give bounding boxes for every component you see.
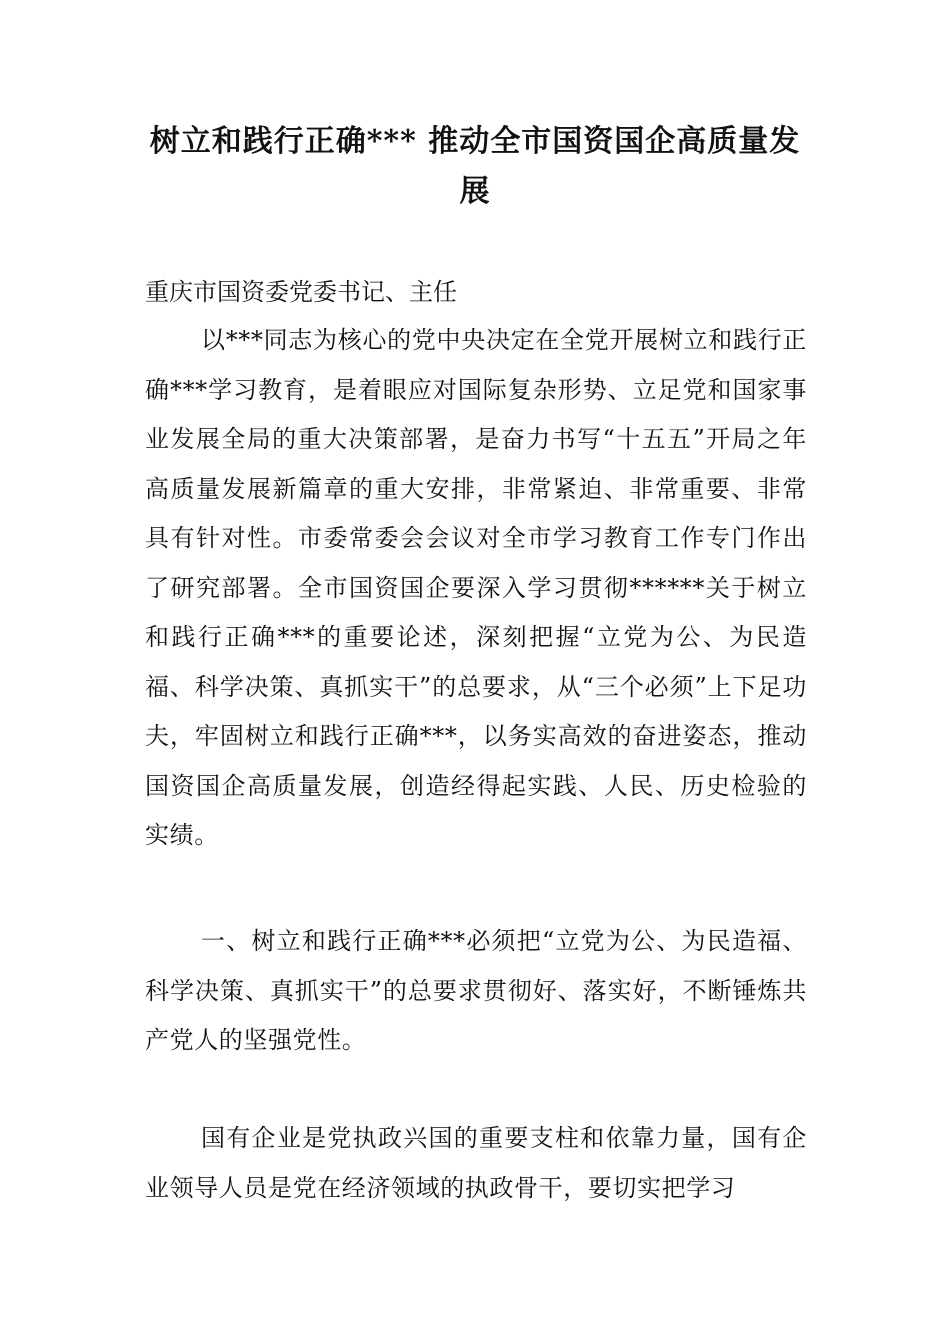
author-line: 重庆市国资委党委书记、主任 bbox=[145, 278, 457, 306]
section-heading-paragraph: 一、树立和践行正确***必须把“立党为公、为民造福、科学决策、真抓实干”的总要求贯彻好、落实好，不断锤炼共产党人的坚强党性。 bbox=[145, 927, 807, 1054]
body-paragraph-1: 以***同志为核心的党中央决定在全党开展树立和践行正确***学习教育，是着眼应对国际复杂形势、立足党和国家事业发展全局的重大决策部署，是奋力书写“十五五”开局之年高质量发展新篇章的重大安排，非常紧迫、非常重要、非常具有针对性。市委常委会会议对全市学习教育工作专门作出了研究部署。全市国资国企要深入学习贯彻******关于树立和践行正确***的重要论述，深刻把握“立党为公、为民造福、科学决策、真抓实干”的总要求，从“三个必须”上下足功夫，牢固树立和践行正确***，以务实高效的奋进姿态，推动国资国企高质量发展，创造经得起实践、人民、历史检验的实绩。 bbox=[145, 326, 807, 849]
body-paragraph-2: 国有企业是党执政兴国的重要支柱和依靠力量，国有企业领导人员是党在经济领域的执政骨干，要切实把学习 bbox=[145, 1124, 807, 1202]
document-title: 树立和践行正确*** 推动全市国资国企高质量发展 bbox=[149, 124, 801, 209]
